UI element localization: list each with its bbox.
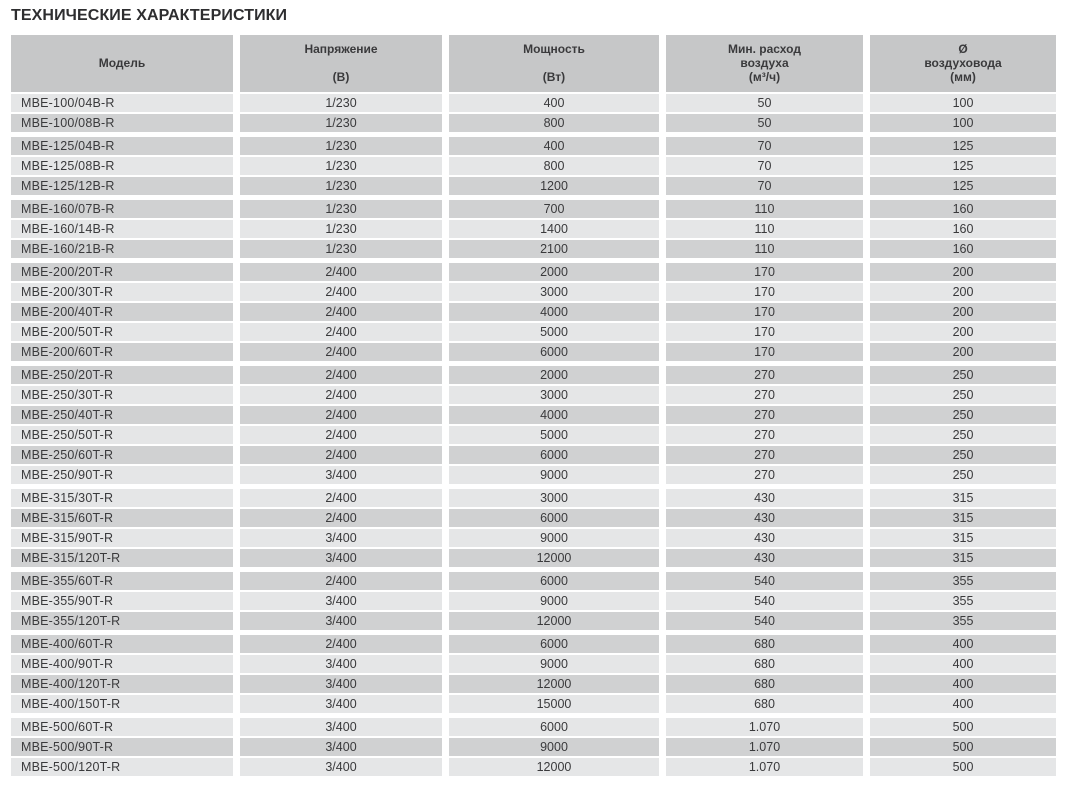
column-title: Ø воздуховода bbox=[924, 42, 1002, 70]
value-cell-diameter: 100 bbox=[870, 94, 1056, 112]
value-cell-power: 3000 bbox=[449, 489, 659, 507]
value-cell-airflow: 430 bbox=[666, 489, 863, 507]
value-cell-power: 15000 bbox=[449, 695, 659, 713]
value-cell-power: 700 bbox=[449, 200, 659, 218]
model-group-MBE-160 bbox=[11, 200, 1056, 258]
column-unit: (Вт) bbox=[542, 70, 566, 84]
table-row bbox=[11, 758, 1056, 776]
model-cell: MBE-355/60T-R bbox=[11, 572, 233, 590]
value-cell-voltage: 2/400 bbox=[240, 446, 442, 464]
table-row bbox=[11, 177, 1056, 195]
value-cell-diameter: 315 bbox=[870, 489, 1056, 507]
value-cell-power: 12000 bbox=[449, 758, 659, 776]
value-cell-power: 9000 bbox=[449, 738, 659, 756]
value-cell-power: 4000 bbox=[449, 303, 659, 321]
value-cell-power: 3000 bbox=[449, 386, 659, 404]
table-row bbox=[11, 529, 1056, 547]
value-cell-diameter: 200 bbox=[870, 263, 1056, 281]
model-cell: MBE-250/50T-R bbox=[11, 426, 233, 444]
table-row bbox=[11, 94, 1056, 112]
value-cell-diameter: 200 bbox=[870, 303, 1056, 321]
model-group-MBE-400 bbox=[11, 635, 1056, 713]
value-cell-airflow: 50 bbox=[666, 114, 863, 132]
technical-specs-table bbox=[11, 35, 1056, 776]
value-cell-airflow: 270 bbox=[666, 446, 863, 464]
model-cell: MBE-125/12B-R bbox=[11, 177, 233, 195]
value-cell-power: 1200 bbox=[449, 177, 659, 195]
value-cell-airflow: 270 bbox=[666, 426, 863, 444]
value-cell-airflow: 110 bbox=[666, 200, 863, 218]
model-cell: MBE-200/60T-R bbox=[11, 343, 233, 361]
value-cell-power: 9000 bbox=[449, 529, 659, 547]
value-cell-voltage: 1/230 bbox=[240, 200, 442, 218]
table-row bbox=[11, 509, 1056, 527]
value-cell-airflow: 540 bbox=[666, 572, 863, 590]
value-cell-power: 6000 bbox=[449, 446, 659, 464]
value-cell-airflow: 430 bbox=[666, 549, 863, 567]
table-row bbox=[11, 695, 1056, 713]
table-row bbox=[11, 200, 1056, 218]
table-row bbox=[11, 283, 1056, 301]
value-cell-diameter: 200 bbox=[870, 323, 1056, 341]
value-cell-voltage: 1/230 bbox=[240, 220, 442, 238]
column-header-power bbox=[449, 35, 659, 92]
model-cell: MBE-400/90T-R bbox=[11, 655, 233, 673]
column-header-voltage bbox=[240, 35, 442, 92]
table-row bbox=[11, 572, 1056, 590]
value-cell-diameter: 315 bbox=[870, 549, 1056, 567]
table-row bbox=[11, 114, 1056, 132]
table-row bbox=[11, 343, 1056, 361]
value-cell-power: 2000 bbox=[449, 366, 659, 384]
model-cell: MBE-125/08B-R bbox=[11, 157, 233, 175]
value-cell-airflow: 70 bbox=[666, 137, 863, 155]
value-cell-voltage: 3/400 bbox=[240, 738, 442, 756]
model-group-MBE-355 bbox=[11, 572, 1056, 630]
column-unit: (мм) bbox=[950, 70, 976, 84]
value-cell-voltage: 2/400 bbox=[240, 426, 442, 444]
value-cell-power: 400 bbox=[449, 94, 659, 112]
value-cell-power: 9000 bbox=[449, 466, 659, 484]
value-cell-airflow: 50 bbox=[666, 94, 863, 112]
table-row bbox=[11, 635, 1056, 653]
model-cell: MBE-200/50T-R bbox=[11, 323, 233, 341]
value-cell-diameter: 200 bbox=[870, 283, 1056, 301]
value-cell-airflow: 1.070 bbox=[666, 738, 863, 756]
table-body bbox=[11, 94, 1056, 776]
model-cell: MBE-355/120T-R bbox=[11, 612, 233, 630]
table-row bbox=[11, 549, 1056, 567]
value-cell-voltage: 2/400 bbox=[240, 489, 442, 507]
value-cell-airflow: 170 bbox=[666, 283, 863, 301]
model-cell: MBE-250/40T-R bbox=[11, 406, 233, 424]
value-cell-airflow: 170 bbox=[666, 263, 863, 281]
model-cell: MBE-160/14B-R bbox=[11, 220, 233, 238]
value-cell-power: 9000 bbox=[449, 655, 659, 673]
model-cell: MBE-500/120T-R bbox=[11, 758, 233, 776]
table-row bbox=[11, 303, 1056, 321]
value-cell-airflow: 1.070 bbox=[666, 718, 863, 736]
value-cell-voltage: 2/400 bbox=[240, 386, 442, 404]
value-cell-voltage: 2/400 bbox=[240, 635, 442, 653]
model-cell: MBE-355/90T-R bbox=[11, 592, 233, 610]
value-cell-power: 12000 bbox=[449, 612, 659, 630]
model-cell: MBE-400/120T-R bbox=[11, 675, 233, 693]
value-cell-voltage: 1/230 bbox=[240, 240, 442, 258]
value-cell-voltage: 2/400 bbox=[240, 303, 442, 321]
value-cell-power: 6000 bbox=[449, 509, 659, 527]
value-cell-airflow: 680 bbox=[666, 655, 863, 673]
value-cell-airflow: 430 bbox=[666, 529, 863, 547]
value-cell-diameter: 355 bbox=[870, 592, 1056, 610]
value-cell-diameter: 400 bbox=[870, 635, 1056, 653]
model-cell: MBE-125/04B-R bbox=[11, 137, 233, 155]
table-row bbox=[11, 386, 1056, 404]
model-cell: MBE-315/60T-R bbox=[11, 509, 233, 527]
value-cell-airflow: 170 bbox=[666, 343, 863, 361]
value-cell-power: 2100 bbox=[449, 240, 659, 258]
value-cell-diameter: 500 bbox=[870, 738, 1056, 756]
value-cell-diameter: 400 bbox=[870, 655, 1056, 673]
value-cell-power: 6000 bbox=[449, 572, 659, 590]
value-cell-airflow: 170 bbox=[666, 303, 863, 321]
value-cell-diameter: 355 bbox=[870, 612, 1056, 630]
table-row bbox=[11, 426, 1056, 444]
value-cell-airflow: 170 bbox=[666, 323, 863, 341]
value-cell-airflow: 70 bbox=[666, 157, 863, 175]
value-cell-airflow: 680 bbox=[666, 675, 863, 693]
value-cell-voltage: 1/230 bbox=[240, 137, 442, 155]
table-row bbox=[11, 612, 1056, 630]
value-cell-airflow: 430 bbox=[666, 509, 863, 527]
value-cell-voltage: 3/400 bbox=[240, 718, 442, 736]
value-cell-voltage: 1/230 bbox=[240, 94, 442, 112]
value-cell-voltage: 3/400 bbox=[240, 758, 442, 776]
model-cell: MBE-400/60T-R bbox=[11, 635, 233, 653]
model-cell: MBE-200/20T-R bbox=[11, 263, 233, 281]
value-cell-voltage: 2/400 bbox=[240, 263, 442, 281]
table-row bbox=[11, 263, 1056, 281]
value-cell-airflow: 110 bbox=[666, 220, 863, 238]
table-row bbox=[11, 366, 1056, 384]
value-cell-diameter: 160 bbox=[870, 240, 1056, 258]
value-cell-diameter: 250 bbox=[870, 446, 1056, 464]
model-cell: MBE-200/30T-R bbox=[11, 283, 233, 301]
value-cell-voltage: 3/400 bbox=[240, 529, 442, 547]
value-cell-airflow: 1.070 bbox=[666, 758, 863, 776]
value-cell-power: 1400 bbox=[449, 220, 659, 238]
value-cell-diameter: 250 bbox=[870, 406, 1056, 424]
model-group-MBE-250 bbox=[11, 366, 1056, 484]
model-cell: MBE-160/07B-R bbox=[11, 200, 233, 218]
value-cell-voltage: 1/230 bbox=[240, 114, 442, 132]
model-cell: MBE-315/90T-R bbox=[11, 529, 233, 547]
value-cell-airflow: 540 bbox=[666, 592, 863, 610]
value-cell-diameter: 160 bbox=[870, 220, 1056, 238]
value-cell-voltage: 2/400 bbox=[240, 283, 442, 301]
model-group-MBE-315 bbox=[11, 489, 1056, 567]
table-row bbox=[11, 406, 1056, 424]
value-cell-power: 4000 bbox=[449, 406, 659, 424]
model-cell: MBE-315/30T-R bbox=[11, 489, 233, 507]
value-cell-diameter: 100 bbox=[870, 114, 1056, 132]
value-cell-power: 6000 bbox=[449, 343, 659, 361]
value-cell-power: 3000 bbox=[449, 283, 659, 301]
table-row bbox=[11, 240, 1056, 258]
model-cell: MBE-250/20T-R bbox=[11, 366, 233, 384]
value-cell-diameter: 125 bbox=[870, 177, 1056, 195]
column-title: Модель bbox=[98, 56, 146, 70]
value-cell-power: 800 bbox=[449, 157, 659, 175]
value-cell-voltage: 3/400 bbox=[240, 655, 442, 673]
value-cell-airflow: 540 bbox=[666, 612, 863, 630]
table-row bbox=[11, 466, 1056, 484]
value-cell-airflow: 70 bbox=[666, 177, 863, 195]
value-cell-airflow: 110 bbox=[666, 240, 863, 258]
value-cell-voltage: 3/400 bbox=[240, 466, 442, 484]
model-cell: MBE-500/60T-R bbox=[11, 718, 233, 736]
value-cell-power: 6000 bbox=[449, 635, 659, 653]
table-row bbox=[11, 323, 1056, 341]
value-cell-diameter: 500 bbox=[870, 758, 1056, 776]
value-cell-diameter: 315 bbox=[870, 529, 1056, 547]
value-cell-diameter: 400 bbox=[870, 695, 1056, 713]
value-cell-diameter: 160 bbox=[870, 200, 1056, 218]
model-group-MBE-200 bbox=[11, 263, 1056, 361]
value-cell-voltage: 3/400 bbox=[240, 675, 442, 693]
table-row bbox=[11, 738, 1056, 756]
table-row bbox=[11, 446, 1056, 464]
value-cell-airflow: 270 bbox=[666, 406, 863, 424]
value-cell-airflow: 680 bbox=[666, 635, 863, 653]
column-title: Мин. расход воздуха bbox=[728, 42, 801, 70]
model-group-MBE-100 bbox=[11, 94, 1056, 132]
value-cell-voltage: 2/400 bbox=[240, 406, 442, 424]
value-cell-power: 400 bbox=[449, 137, 659, 155]
model-cell: MBE-200/40T-R bbox=[11, 303, 233, 321]
value-cell-voltage: 2/400 bbox=[240, 343, 442, 361]
model-cell: MBE-160/21B-R bbox=[11, 240, 233, 258]
value-cell-voltage: 1/230 bbox=[240, 177, 442, 195]
model-cell: MBE-250/60T-R bbox=[11, 446, 233, 464]
value-cell-diameter: 250 bbox=[870, 366, 1056, 384]
page-title: ТЕХНИЧЕСКИЕ ХАРАКТЕРИСТИКИ bbox=[11, 7, 288, 24]
value-cell-voltage: 2/400 bbox=[240, 323, 442, 341]
table-header-row bbox=[11, 35, 1056, 94]
column-title: Мощность bbox=[523, 42, 585, 56]
value-cell-voltage: 2/400 bbox=[240, 572, 442, 590]
value-cell-voltage: 3/400 bbox=[240, 695, 442, 713]
value-cell-airflow: 270 bbox=[666, 466, 863, 484]
model-group-MBE-125 bbox=[11, 137, 1056, 195]
table-row bbox=[11, 592, 1056, 610]
table-row bbox=[11, 489, 1056, 507]
value-cell-voltage: 1/230 bbox=[240, 157, 442, 175]
value-cell-diameter: 200 bbox=[870, 343, 1056, 361]
value-cell-diameter: 500 bbox=[870, 718, 1056, 736]
model-cell: MBE-250/30T-R bbox=[11, 386, 233, 404]
value-cell-diameter: 315 bbox=[870, 509, 1056, 527]
model-cell: MBE-100/08B-R bbox=[11, 114, 233, 132]
value-cell-voltage: 3/400 bbox=[240, 612, 442, 630]
value-cell-power: 12000 bbox=[449, 675, 659, 693]
table-row bbox=[11, 137, 1056, 155]
table-row bbox=[11, 655, 1056, 673]
value-cell-diameter: 400 bbox=[870, 675, 1056, 693]
table-row bbox=[11, 220, 1056, 238]
value-cell-diameter: 250 bbox=[870, 466, 1056, 484]
value-cell-voltage: 3/400 bbox=[240, 592, 442, 610]
table-row bbox=[11, 675, 1056, 693]
value-cell-airflow: 270 bbox=[666, 386, 863, 404]
model-cell: MBE-250/90T-R bbox=[11, 466, 233, 484]
column-unit: (В) bbox=[332, 70, 350, 84]
value-cell-diameter: 250 bbox=[870, 386, 1056, 404]
model-cell: MBE-315/120T-R bbox=[11, 549, 233, 567]
value-cell-power: 12000 bbox=[449, 549, 659, 567]
value-cell-power: 800 bbox=[449, 114, 659, 132]
value-cell-diameter: 125 bbox=[870, 137, 1056, 155]
value-cell-power: 2000 bbox=[449, 263, 659, 281]
column-header-model bbox=[11, 35, 233, 92]
value-cell-voltage: 2/400 bbox=[240, 509, 442, 527]
model-group-MBE-500 bbox=[11, 718, 1056, 776]
model-cell: MBE-500/90T-R bbox=[11, 738, 233, 756]
table-row bbox=[11, 718, 1056, 736]
model-cell: MBE-100/04B-R bbox=[11, 94, 233, 112]
model-cell: MBE-400/150T-R bbox=[11, 695, 233, 713]
value-cell-power: 6000 bbox=[449, 718, 659, 736]
column-unit: (м³/ч) bbox=[748, 70, 781, 84]
value-cell-power: 9000 bbox=[449, 592, 659, 610]
column-header-airflow bbox=[666, 35, 863, 92]
value-cell-diameter: 355 bbox=[870, 572, 1056, 590]
value-cell-airflow: 270 bbox=[666, 366, 863, 384]
value-cell-diameter: 250 bbox=[870, 426, 1056, 444]
value-cell-voltage: 3/400 bbox=[240, 549, 442, 567]
value-cell-diameter: 125 bbox=[870, 157, 1056, 175]
value-cell-airflow: 680 bbox=[666, 695, 863, 713]
column-title: Напряжение bbox=[304, 42, 378, 56]
value-cell-voltage: 2/400 bbox=[240, 366, 442, 384]
value-cell-power: 5000 bbox=[449, 323, 659, 341]
value-cell-power: 5000 bbox=[449, 426, 659, 444]
column-header-diameter bbox=[870, 35, 1056, 92]
table-row bbox=[11, 157, 1056, 175]
